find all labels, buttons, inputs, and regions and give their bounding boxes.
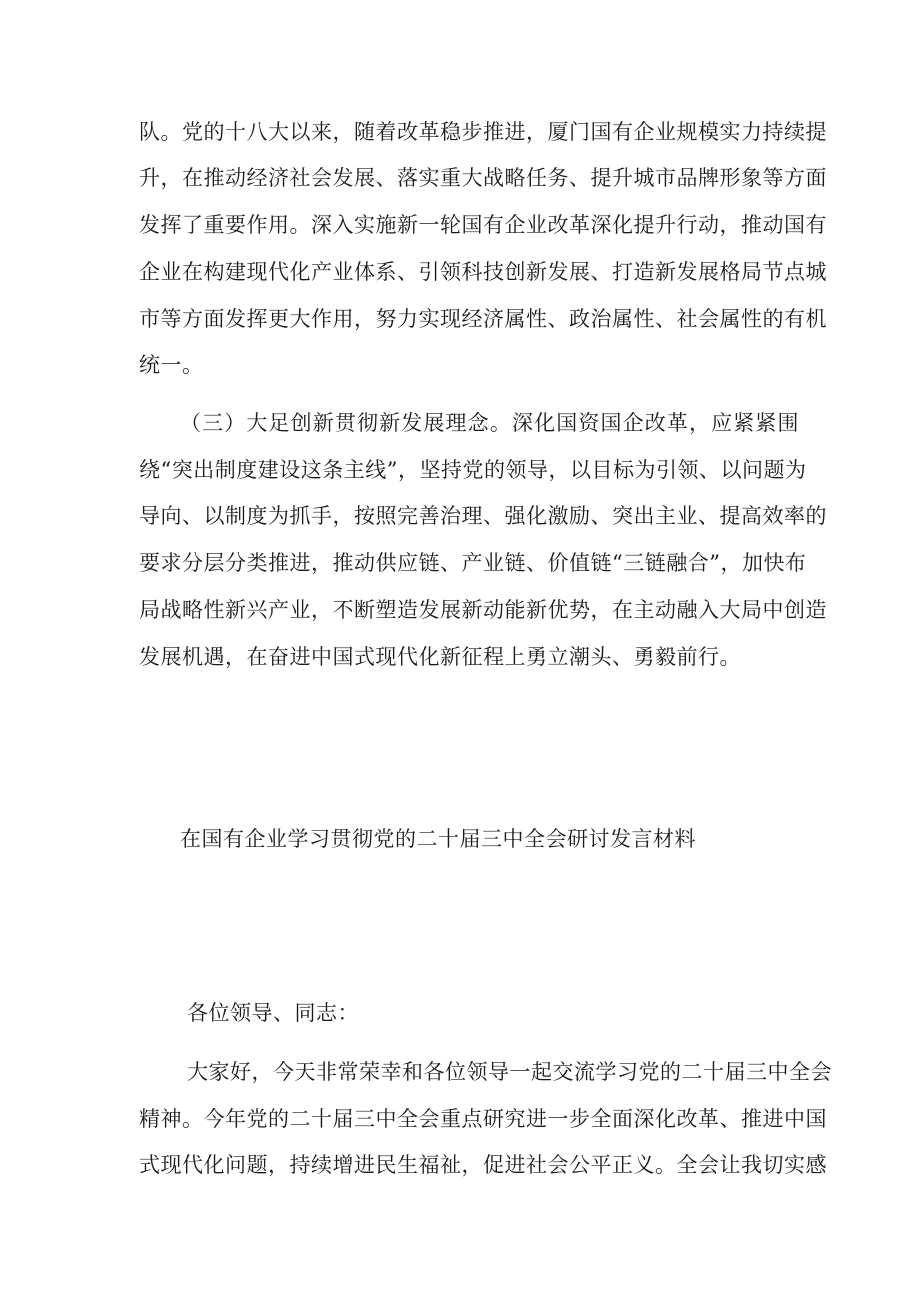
text-line: 式现代化问题，持续增进民生福祉，促进社会公平正义。全会让我切实感 [139,1153,827,1177]
text-line: 导向、以制度为抓手，按照完善治理、强化激励、突出主业、提高效率的 [139,504,827,528]
text-line: 统一。 [139,353,204,377]
text-line: 精神。今年党的二十届三中全会重点研究进一步全面深化改革、推进中国 [139,1107,827,1131]
text-line: 市等方面发挥更大作用，努力实现经济属性、政治属性、社会属性的有机 [139,307,827,331]
text-line: 发展机遇，在奋进中国式现代化新征程上勇立潮头、勇毅前行。 [139,645,741,669]
text-line: 队。党的十八大以来，随着改革稳步推进，厦门国有企业规模实力持续提 [139,120,827,144]
document-title: 在国有企业学习贯彻党的二十届三中全会研讨发言材料 [180,827,696,851]
text-line: （三）大足创新贯彻新发展理念。深化国资国企改革，应紧紧围 [180,411,799,435]
text-line: 绕“突出制度建设这条主线”，坚持党的领导，以目标为引领、以问题为 [139,458,807,482]
text-line: 企业在构建现代化产业体系、引领科技创新发展、打造新发展格局节点城 [139,260,827,284]
text-line: 局战略性新兴产业，不断塑造发展新动能新优势，在主动融入大局中创造 [139,598,827,622]
text-line: 要求分层分类推进，推动供应链、产业链、价值链“三链融合”，加快布 [139,551,807,575]
text-line: 升，在推动经济社会发展、落实重大战略任务、提升城市品牌形象等方面 [139,166,827,190]
text-line: 大家好，今天非常荣幸和各位领导一起交流学习党的二十届三中全会 [187,1060,832,1084]
salutation: 各位领导、同志： [187,1001,359,1025]
text-line: 发挥了重要作用。深入实施新一轮国有企业改革深化提升行动，推动国有 [139,213,827,237]
